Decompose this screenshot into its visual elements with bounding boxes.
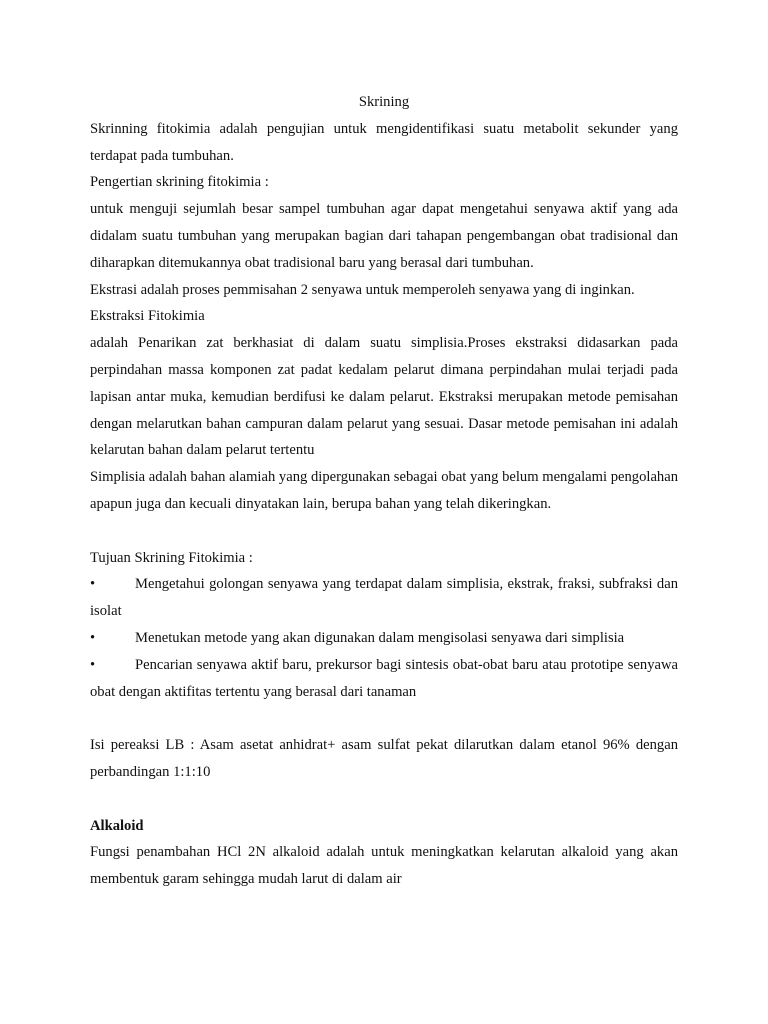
- bullet-marker: •: [90, 576, 96, 593]
- blank-line: [90, 518, 678, 545]
- paragraph-ekstrasi: Ekstrasi adalah proses pemmisahan 2 senyawa untuk memperoleh senyawa yang di inginkan.: [90, 281, 635, 298]
- bullet-item: [90, 571, 678, 625]
- bullet-marker: •: [90, 656, 96, 673]
- alkaloid-heading: Alkaloid: [90, 817, 144, 834]
- bullet-text: Pencarian senyawa aktif baru, prekursor bagi sintesis obat-obat baru atau prototipe senyawa obat dengan aktifitas tertentu yang berasal dari tanaman: [90, 656, 678, 700]
- paragraph-pengertian-text: untuk menguji sejumlah besar sampel tumbuhan agar dapat mengetahui senyawa aktif yang ada didalam suatu tumbuhan yang merupakan bagian dari tahapan pengembangan obat tradisional dan diharapkan ditemukannya obat tradisional baru yang berasal dari tumbuhan.: [90, 201, 678, 271]
- bullet-marker: •: [90, 629, 96, 646]
- blank-line: [90, 705, 678, 732]
- paragraph-ekstraksi-label: Ekstraksi Fitokimia: [90, 308, 205, 325]
- paragraph-pengertian-label: Pengertian skrining fitokimia :: [90, 174, 269, 191]
- tujuan-heading: Tujuan Skrining Fitokimia :: [90, 549, 253, 566]
- document-body: [90, 89, 678, 893]
- paragraph-pereaksi: Isi pereaksi LB : Asam asetat anhidrat+ asam sulfat pekat dilarutkan dalam etanol 96% dengan perbandingan 1:1:10: [90, 737, 678, 780]
- bullet-item: [90, 625, 678, 652]
- paragraph-simplisia: Simplisia adalah bahan alamiah yang dipergunakan sebagai obat yang belum mengalami pengolahan apapun juga dan kecuali dinyatakan lain, berupa bahan yang telah dikeringkan.: [90, 469, 678, 512]
- bullet-item: [90, 652, 678, 706]
- blank-line: [90, 786, 678, 813]
- document-title: Skrining: [358, 94, 410, 110]
- paragraph-alkaloid: Fungsi penambahan HCl 2N alkaloid adalah untuk meningkatkan kelarutan alkaloid yang akan membentuk garam sehingga mudah larut di dalam air: [90, 844, 678, 888]
- bullet-text: Menetukan metode yang akan digunakan dalam mengisolasi senyawa dari simplisia: [135, 629, 625, 646]
- paragraph-ekstraksi-text: adalah Penarikan zat berkhasiat di dalam suatu simplisia.Proses ekstraksi didasarkan pada perpindahan massa komponen zat padat kedalam pelarut dimana perpindahan mulai terjadi pada lapisan antar muka, kemudian berdifusi ke dalam pelarut. Ekstraksi merupakan metode pemisahan dengan melarutkan bahan campuran dalam pelarut yang sesuai. Dasar metode pemisahan ini adalah kelarutan bahan dalam pelarut tertentu: [90, 335, 678, 459]
- bullet-text: Mengetahui golongan senyawa yang terdapat dalam simplisia, ekstrak, fraksi, subfraksi dan isolat: [90, 576, 678, 620]
- paragraph-definition: Skrinning fitokimia adalah pengujian untuk mengidentifikasi suatu metabolit sekunder yang terdapat pada tumbuhan.: [90, 120, 678, 164]
